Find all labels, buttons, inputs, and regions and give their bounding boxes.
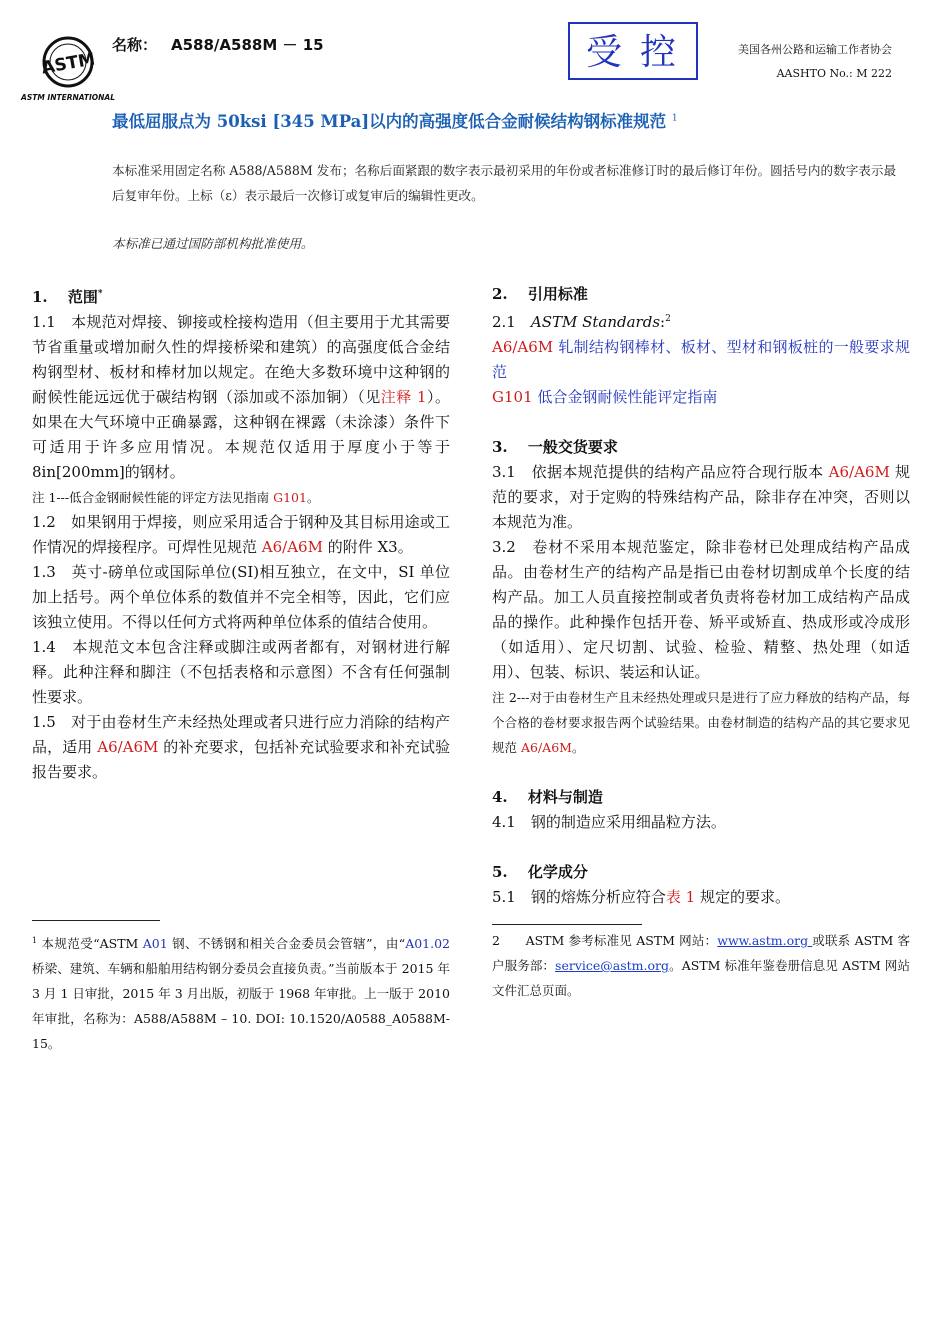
section-2-heading: 2. 引用标准 [492,285,588,303]
note-2: 注 2---对于由卷材生产且未经热处理或只是进行了应力释放的结构产品，每个合格的卷材要求报告两个试验结果。由卷材制造的结构产品的其它要求见规范 A6/A6M。 [492,690,910,755]
title-text: 最低屈服点为 50ksi [345 MPa]以内的高强度低合金耐候结构钢标准规范 [112,112,667,131]
astm-website-link[interactable]: www.astm.org [717,933,813,948]
left-column [32,282,450,785]
a6-link[interactable]: A6/A6M [97,738,159,756]
a6-link[interactable]: A6/A6M [520,740,572,755]
aashto-number: AASHTO No.: M 222 [776,67,892,80]
section-5-heading: 5. 化学成分 [492,863,588,881]
intro-paragraph: 本标准采用固定名称 A588/A588M 发布；名称后面紧跟的数字表示最初采用的年份或者标准修订时的最后修订年份。圆括号内的数字表示最后复审年份。上标（ε）表示最后一次修订或复审后的编辑性更改。 [112,163,897,203]
para-1-3: 1.3 英寸-磅单位或国际单位(SI)相互独立，在文中，SI 单位加上括号。两个单位体系的数值并不完全相等，因此，它们应该独立使用。不得以任何方式将两种单位体系的值结合使用。 [32,563,450,631]
note-1-link[interactable]: 注释 1 [380,388,427,406]
a6-link[interactable]: A6/A6M [828,463,890,481]
reference-a6[interactable]: A6/A6M 轧制结构钢棒材、板材、型材和钢板桩的一般要求规范 [492,338,910,381]
section-4-heading: 4. 材料与制造 [492,788,603,806]
g101-link[interactable]: G101 [273,490,307,505]
para-1-2: 1.2 如果钢用于焊接，则应采用适合于钢种及其目标用途或工作情况的焊接程序。可焊性见规范 A6/A6M 的附件 X3。 [32,513,450,556]
approval-note: 本标准已通过国防部机构批准使用。 [112,236,314,251]
a6-link[interactable]: A6/A6M [261,538,323,556]
note-1: 注 1---低合金钢耐候性能的评定方法见指南 G101。 [32,490,320,505]
controlled-stamp: 受控 [568,22,698,80]
para-3-2: 3.2 卷材不采用本规范鉴定，除非卷材已处理成结构产品成品。由卷材生产的结构产品是指已由卷材切割成单个长度的结构产品。加工人员直接控制或者负责将卷材加工成结构产品成品的操作。此种操作包括开卷、矫平或矫直、热成形或冷成形（如适用）、定尺切割、试验、检验、精整、热处理（如适用）、包装、标识、装运和认证。 [492,538,910,681]
para-4-1: 4.1 钢的制造应采用细晶粒方法。 [492,813,726,831]
document-title [112,108,678,132]
section-3-heading: 3. 一般交货要求 [492,438,618,456]
para-5-1: 5.1 钢的熔炼分析应符合表 1 规定的要求。 [492,888,790,906]
title-footnote-mark: 1 [671,113,678,124]
para-1-5: 1.5 对于由卷材生产未经热处理或者只进行应力消除的结构产品，适用 A6/A6M 的补充要求，包括补充试验要求和补充试验报告要求。 [32,713,450,781]
footnote-2: 2 ASTM 参考标准见 ASTM 网站：www.astm.org 或联系 ASTM 客户服务部：service@astm.org。ASTM 标准年鉴卷册信息见 ASTM 网站文件汇总页面。 [492,933,910,998]
footnote-divider [32,920,160,921]
right-column [492,282,910,910]
designation-line [112,34,324,55]
para-1-1: 1.1 本规范对焊接、铆接或栓接构造用（但主要用于尤其需要节省重量或增加耐久性的焊接桥梁和建筑）的高强度低合金结构钢型材、板材和棒材加以规定。在绝大多数环境中这种钢的耐候性能远远优于碳结构钢（添加或不添加铜）（见注释 1）。如果在大气环境中正确暴露，这种钢在裸露（未涂漆）条件下可适用于许多应用情况。本规范仅适用于厚度小于等于 8in[200mm]的钢材。 [32,313,450,481]
svg-text:ASTM: ASTM [40,49,97,79]
service-email-link[interactable]: service@astm.org [555,958,670,973]
astm-logo [21,34,115,104]
a01-link[interactable]: A01 [142,936,168,952]
name-label: 名称： [112,36,158,54]
para-1-4: 1.4 本规范文本包含注释或脚注或两者都有，对钢材进行解释。此种注释和脚注（不包括表格和示意图）不含有任何强制性要求。 [32,638,450,706]
reference-g101[interactable]: G101 低合金钢耐候性能评定指南 [492,388,718,406]
org-block [738,38,892,86]
footnote-divider [492,924,642,925]
logo-text: ASTM INTERNATIONAL [21,93,115,102]
table-1-link[interactable]: 表 1 [665,888,696,906]
footnote-1: $^1$ 本规范受“ASTM A01 钢、不锈钢和相关合金委员会管辖”，由“A01.02 桥梁、建筑、车辆和船舶用结构钢分委员会直接负责。”当前版本于 2015 年 3 月 1 日审批，2015 年 3 月出版，初版于 1968 年审批。上一版于 2010 年审批，名称为：A588/A588M – 10. DOI: 10.1520/A0588_A0588M-15。 [32,936,450,1052]
a01-02-link[interactable]: A01.02 [405,936,450,952]
para-2-1: 2.1 ASTM Standards:$^2$ [492,313,671,331]
org-name: 美国各州公路和运输工作者协会 [738,43,892,56]
section-1-heading: 1. 范围* [32,288,103,306]
para-3-1: 3.1 依据本规范提供的结构产品应符合现行版本 A6/A6M 规范的要求，对于定购的特殊结构产品，除非存在冲突，否则以本规范为准。 [492,463,910,531]
designation: A588/A588M － 15 [171,36,324,54]
